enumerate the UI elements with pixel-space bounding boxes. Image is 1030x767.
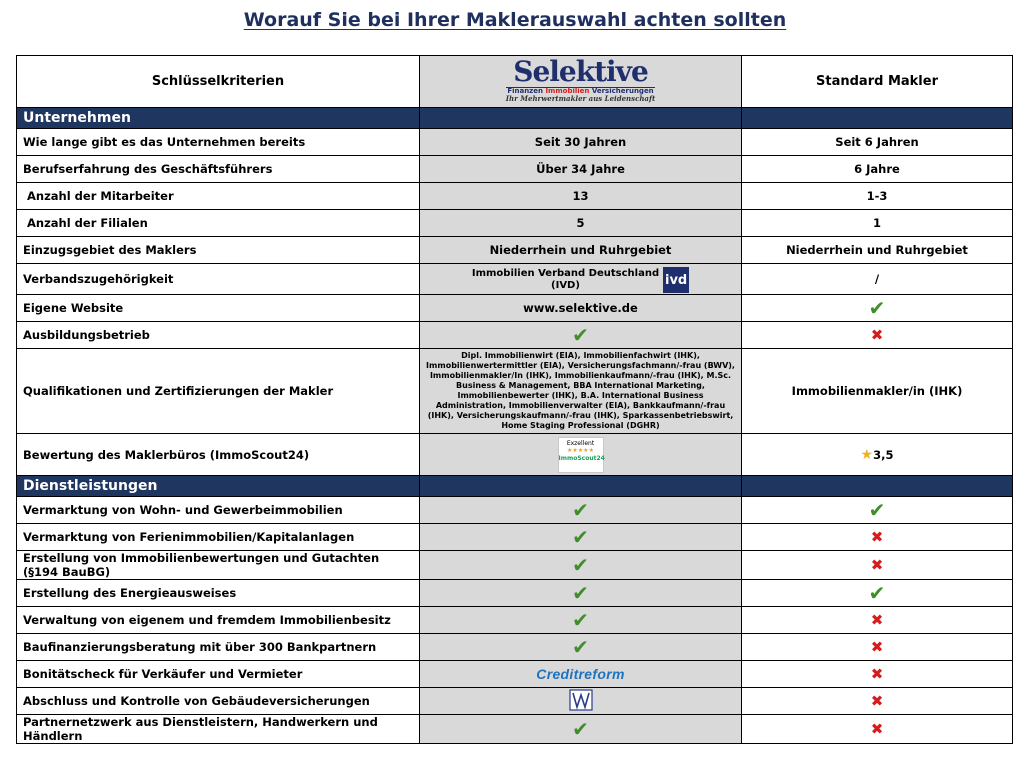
table-row xyxy=(17,156,1013,183)
row-standard-value xyxy=(742,688,1013,715)
row-selektive-value xyxy=(420,715,742,744)
row-selektive-value: Über 34 Jahre xyxy=(420,156,742,183)
row-selektive-value xyxy=(420,634,742,661)
row-standard-value: 1 xyxy=(742,210,1013,237)
row-standard-value xyxy=(742,661,1013,688)
row-standard-value xyxy=(742,434,1013,476)
insurance-logo xyxy=(569,689,593,714)
row-label: Baufinanzierungsberatung mit über 300 Bankpartnern xyxy=(17,634,420,661)
cross-icon: ✖ xyxy=(870,719,884,738)
row-selektive-value: 13 xyxy=(420,183,742,210)
table-row xyxy=(17,349,1013,434)
rating-value: 3,5 xyxy=(873,447,894,462)
check-icon: ✔ xyxy=(572,608,589,632)
row-standard-value xyxy=(742,580,1013,607)
row-standard-value xyxy=(742,634,1013,661)
website-link[interactable]: www.selektive.de xyxy=(420,295,742,322)
table-row xyxy=(17,715,1013,744)
check-icon: ✔ xyxy=(572,717,589,741)
row-standard-value: Niederrhein und Ruhrgebiet xyxy=(742,237,1013,264)
page-title: Worauf Sie bei Ihrer Maklerauswahl achten sollten xyxy=(243,9,787,31)
selektive-logo-sub: Finanzen Immobilien Versicherungen xyxy=(507,87,654,95)
table-row xyxy=(17,497,1013,524)
table-row xyxy=(17,322,1013,349)
check-icon: ✔ xyxy=(572,525,589,549)
row-selektive-value xyxy=(420,661,742,688)
row-selektive-value: Seit 30 Jahren xyxy=(420,129,742,156)
row-label: Abschluss und Kontrolle von Gebäudeversicherungen xyxy=(17,688,420,715)
row-standard-value: 1-3 xyxy=(742,183,1013,210)
row-label: Verwaltung von eigenem und fremdem Immobilienbesitz xyxy=(17,607,420,634)
selektive-logo xyxy=(505,55,656,103)
row-label: Wie lange gibt es das Unternehmen bereits xyxy=(17,129,420,156)
row-selektive-value xyxy=(420,551,742,580)
table-row xyxy=(17,210,1013,237)
row-label: Verbandszugehörigkeit xyxy=(17,264,420,295)
row-standard-value xyxy=(742,322,1013,349)
row-selektive-value: Niederrhein und Ruhrgebiet xyxy=(420,237,742,264)
comparison-table xyxy=(16,55,1013,744)
check-icon: ✔ xyxy=(868,296,886,320)
row-label: Anzahl der Filialen xyxy=(17,210,420,237)
ivd-logo: ivd xyxy=(663,267,689,293)
check-icon: ✔ xyxy=(572,498,589,522)
row-label: Erstellung von Immobilienbewertungen und Gutachten (§194 BauBG) xyxy=(17,551,420,580)
row-selektive-value xyxy=(420,607,742,634)
table-row xyxy=(17,688,1013,715)
row-standard-value xyxy=(742,295,1013,322)
table-row xyxy=(17,295,1013,322)
cross-icon: ✖ xyxy=(870,664,884,683)
row-label: Bonitätscheck für Verkäufer und Vermieter xyxy=(17,661,420,688)
table-row xyxy=(17,183,1013,210)
selektive-logo-tagline: Ihr Mehrwertmakler aus Leidenschaft xyxy=(505,94,656,103)
table-row xyxy=(17,524,1013,551)
selektive-logo-name: Selektive xyxy=(513,55,648,88)
cross-icon: ✖ xyxy=(870,610,884,629)
table-row xyxy=(17,237,1013,264)
row-label: Erstellung des Energieausweises xyxy=(17,580,420,607)
row-selektive-value xyxy=(420,580,742,607)
row-standard-value: Immobilienmakler/in (IHK) xyxy=(742,349,1013,434)
table-row xyxy=(17,580,1013,607)
row-label: Berufserfahrung des Geschäftsführers xyxy=(17,156,420,183)
row-label: Bewertung des Maklerbüros (ImmoScout24) xyxy=(17,434,420,476)
row-selektive-value xyxy=(420,322,742,349)
cross-icon: ✖ xyxy=(870,527,884,546)
star-icon: ★★★★★ xyxy=(567,447,594,454)
ivd-abbr: (IVD) xyxy=(551,280,580,291)
row-standard-value xyxy=(742,551,1013,580)
row-standard-value: / xyxy=(742,264,1013,295)
section-label: Dienstleistungen xyxy=(17,476,420,497)
table-row xyxy=(17,434,1013,476)
check-icon: ✔ xyxy=(572,581,589,605)
row-label: Anzahl der Mitarbeiter xyxy=(17,183,420,210)
section-row-services xyxy=(17,476,1013,497)
cross-icon: ✖ xyxy=(870,691,884,710)
qualifications-list: Dipl. Immobilienwirt (EIA), Immobilienfachwirt (IHK), Immobilienwertermittler (EIA), Versicherungsfachmann/-frau (BWV), Immobilienmakler/In (IHK), Immobilienkaufmann/-frau (IHK), M.Sc. Business & Management, BBA International Marketing, Immobilienbewerter (IHK), B.A. International Business Administration, Immobilienverwalter (EIA), Bankkaufmann/-frau (IHK), Versicherungskaufmann/-frau (IHK), Sparkassenbetriebswirt, Home Staging Professional (DGHR) xyxy=(420,349,742,434)
check-icon: ✔ xyxy=(572,635,589,659)
table-row xyxy=(17,661,1013,688)
row-standard-value: Seit 6 Jahren xyxy=(742,129,1013,156)
table-row xyxy=(17,264,1013,295)
row-label: Vermarktung von Ferienimmobilien/Kapitalanlagen xyxy=(17,524,420,551)
row-selektive-value xyxy=(420,497,742,524)
table-header-row xyxy=(17,56,1013,108)
row-standard-value xyxy=(742,524,1013,551)
row-label: Ausbildungsbetrieb xyxy=(17,322,420,349)
cross-icon: ✖ xyxy=(870,325,884,344)
check-icon: ✔ xyxy=(572,553,589,577)
check-icon: ✔ xyxy=(572,323,589,347)
row-standard-value xyxy=(742,497,1013,524)
header-criteria: Schlüsselkriterien xyxy=(17,56,420,108)
row-standard-value xyxy=(742,607,1013,634)
row-standard-value: 6 Jahre xyxy=(742,156,1013,183)
row-label: Partnernetzwerk aus Dienstleistern, Handwerkern und Händlern xyxy=(17,715,420,744)
immoscout-rating-badge: Exzellent ★★★★★ ImmoScout24 xyxy=(558,437,604,473)
table-row xyxy=(17,607,1013,634)
row-selektive-value: 5 xyxy=(420,210,742,237)
check-icon: ✔ xyxy=(868,581,886,605)
header-selektive xyxy=(420,56,742,108)
row-standard-value xyxy=(742,715,1013,744)
star-icon: ★ xyxy=(860,446,874,463)
section-row-company xyxy=(17,108,1013,129)
check-icon: ✔ xyxy=(868,498,886,522)
row-label: Vermarktung von Wohn- und Gewerbeimmobilien xyxy=(17,497,420,524)
row-selektive-value xyxy=(420,434,742,476)
row-label: Eigene Website xyxy=(17,295,420,322)
cross-icon: ✖ xyxy=(870,555,884,574)
section-label: Unternehmen xyxy=(17,108,420,129)
table-row xyxy=(17,129,1013,156)
cross-icon: ✖ xyxy=(870,637,884,656)
ivd-name: Immobilien Verband Deutschland xyxy=(471,268,660,279)
row-label: Qualifikationen und Zertifizierungen der Makler xyxy=(17,349,420,434)
row-selektive-value xyxy=(420,688,742,715)
table-row xyxy=(17,551,1013,580)
table-row xyxy=(17,634,1013,661)
row-selektive-value xyxy=(420,264,742,295)
creditreform-logo: Creditreform xyxy=(536,666,625,682)
header-standard: Standard Makler xyxy=(742,56,1013,108)
row-selektive-value xyxy=(420,524,742,551)
row-label: Einzugsgebiet des Maklers xyxy=(17,237,420,264)
